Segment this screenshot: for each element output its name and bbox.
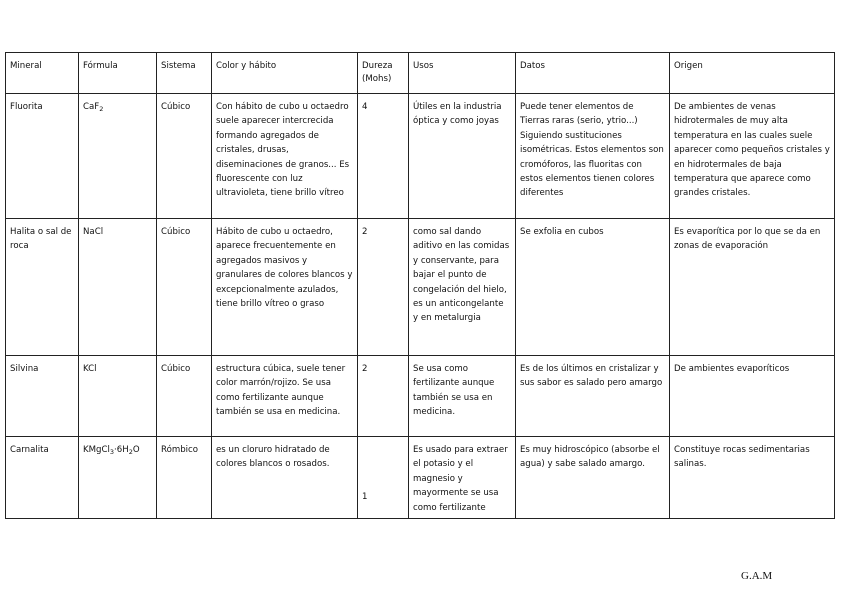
table-row (6, 94, 835, 219)
cell-formula: KCl (79, 356, 157, 437)
table-row (6, 437, 835, 519)
cell-data: Es de los últimos en cristalizar y sus sabor es salado pero amargo (516, 356, 670, 437)
table-row (6, 356, 835, 437)
header-row (6, 53, 835, 94)
header-origin: Origen (670, 53, 835, 94)
header-data: Datos (516, 53, 670, 94)
header-system: Sistema (157, 53, 212, 94)
minerals-table (5, 52, 835, 519)
cell-origin: De ambientes evaporíticos (670, 356, 835, 437)
cell-color: Con hábito de cubo u octaedro suele aparecer intercrecida formando agregados de cristales, drusas, diseminaciones de granos... Es fluorescente con luz ultravioleta, tiene brillo vítreo (212, 94, 358, 219)
cell-data: Es muy hidroscópico (absorbe el agua) y sabe salado amargo. (516, 437, 670, 519)
cell-formula: NaCl (79, 219, 157, 356)
cell-system: Rómbico (157, 437, 212, 519)
cell-hardness: 1 (358, 437, 409, 519)
cell-origin: Es evaporítica por lo que se da en zonas de evaporación (670, 219, 835, 356)
cell-hardness: 4 (358, 94, 409, 219)
cell-uses: Es usado para extraer el potasio y el magnesio y mayormente se usa como fertilizante (409, 437, 516, 519)
cell-mineral: Fluorita (6, 94, 79, 219)
cell-origin: De ambientes de venas hidrotermales de muy alta temperatura en las cuales suele aparecer como pequeños cristales y en hidrotermales de baja temperatura que aparece como grandes cristales. (670, 94, 835, 219)
cell-mineral: Halita o sal de roca (6, 219, 79, 356)
cell-uses: Útiles en la industria óptica y como joyas (409, 94, 516, 219)
cell-system: Cúbico (157, 356, 212, 437)
cell-data: Puede tener elementos de Tierras raras (serio, ytrio...) Siguiendo sustituciones isométricas. Estos elementos son cromóforos, las fluoritas con estos elementos tienen colores diferentes (516, 94, 670, 219)
header-hardness-line1: Dureza (362, 61, 393, 71)
cell-mineral: Carnalita (6, 437, 79, 519)
cell-formula: CaF$_2$ (79, 94, 157, 219)
cell-color: estructura cúbica, suele tener color marrón/rojizo. Se usa como fertilizante aunque también se usa en medicina. (212, 356, 358, 437)
cell-color: es un cloruro hidratado de colores blancos o rosados. (212, 437, 358, 519)
cell-system: Cúbico (157, 94, 212, 219)
cell-uses: Se usa como fertilizante aunque también se usa en medicina. (409, 356, 516, 437)
cell-color: Hábito de cubo u octaedro, aparece frecuentemente en agregados masivos y granulares de colores blancos y excepcionalmente azulados, tiene brillo vítreo o graso (212, 219, 358, 356)
cell-uses: como sal dando aditivo en las comidas y conservante, para bajar el punto de congelación del hielo, es un anticongelante y en metalurgia (409, 219, 516, 356)
header-color: Color y hábito (212, 53, 358, 94)
header-hardness-line2: (Mohs) (362, 74, 392, 84)
author-signature: G.A.M (741, 570, 773, 582)
cell-origin: Constituye rocas sedimentarias salinas. (670, 437, 835, 519)
header-uses: Usos (409, 53, 516, 94)
header-formula: Fórmula (79, 53, 157, 94)
cell-mineral: Silvina (6, 356, 79, 437)
cell-formula: $KMgCl_3\cdot 6H_2O$ (79, 437, 157, 519)
cell-hardness: 2 (358, 356, 409, 437)
cell-system: Cúbico (157, 219, 212, 356)
header-hardness (358, 53, 409, 94)
header-mineral: Mineral (6, 53, 79, 94)
cell-hardness: 2 (358, 219, 409, 356)
cell-data: Se exfolia en cubos (516, 219, 670, 356)
table-row (6, 219, 835, 356)
